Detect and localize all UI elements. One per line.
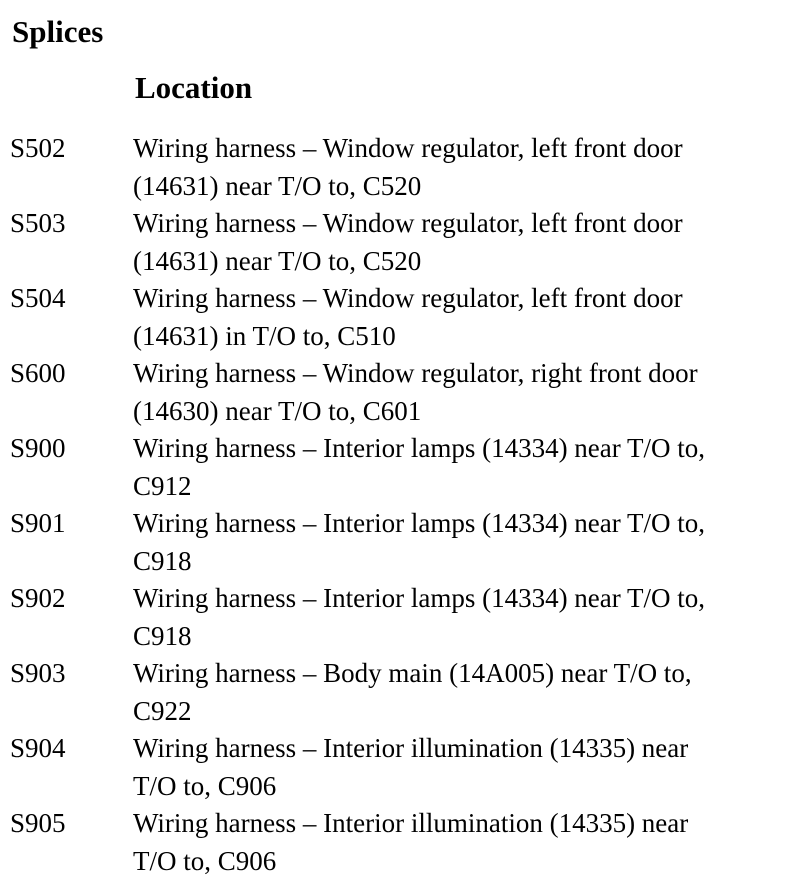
location-line-1: Wiring harness – Body main (14A005) near T/O to, [133, 658, 692, 688]
list-item [0, 130, 812, 205]
splice-code: S504 [10, 283, 66, 313]
location-line-1: Wiring harness – Interior lamps (14334) near T/O to, [133, 583, 706, 613]
splice-location [133, 130, 777, 205]
location-line-2: C912 [133, 470, 192, 501]
location-line-1: Wiring harness – Window regulator, left front door [133, 283, 683, 313]
location-line-1: Wiring harness – Interior illumination (14335) near [133, 808, 689, 838]
list-item [0, 505, 812, 580]
splice-code: S903 [10, 658, 66, 688]
splice-location [133, 580, 777, 655]
location-line-1: Wiring harness – Interior illumination (14335) near [133, 733, 689, 763]
splice-location [133, 430, 777, 505]
location-line-2: C918 [133, 545, 192, 576]
list-item [0, 730, 812, 805]
location-line-1: Wiring harness – Window regulator, left front door [133, 133, 683, 163]
list-item [0, 580, 812, 655]
location-line-2: T/O to, C906 [133, 770, 277, 801]
location-line-2: C918 [133, 620, 192, 651]
list-item [0, 355, 812, 430]
location-line-1: Wiring harness – Window regulator, right front door [133, 358, 698, 388]
list-item [0, 655, 812, 730]
splice-code: S900 [10, 433, 66, 463]
splice-location [133, 280, 777, 355]
list-item [0, 430, 812, 505]
list-item [0, 805, 812, 880]
splice-location [133, 655, 777, 730]
splice-location [133, 730, 777, 805]
list-item [0, 280, 812, 355]
splice-code: S904 [10, 733, 66, 763]
splice-code: S901 [10, 508, 66, 538]
location-line-2: C922 [133, 695, 192, 726]
location-line-1: Wiring harness – Interior lamps (14334) near T/O to, [133, 433, 706, 463]
location-line-2: T/O to, C906 [133, 845, 277, 876]
splice-location [133, 205, 777, 280]
location-column-header: Location [135, 70, 253, 105]
location-line-1: Wiring harness – Window regulator, left front door [133, 208, 683, 238]
splice-list [0, 130, 812, 880]
location-line-2: (14631) near T/O to, C520 [133, 245, 422, 276]
splice-code: S502 [10, 133, 66, 163]
location-line-1: Wiring harness – Interior lamps (14334) near T/O to, [133, 508, 706, 538]
splice-location [133, 355, 777, 430]
location-line-2: (14630) near T/O to, C601 [133, 395, 422, 426]
list-item [0, 205, 812, 280]
splice-location [133, 805, 777, 880]
splice-code: S902 [10, 583, 66, 613]
splice-code: S600 [10, 358, 66, 388]
location-line-2: (14631) in T/O to, C510 [133, 320, 396, 351]
splice-code: S503 [10, 208, 66, 238]
location-line-2: (14631) near T/O to, C520 [133, 170, 422, 201]
splice-code: S905 [10, 808, 66, 838]
splice-location [133, 505, 777, 580]
page-title: Splices [12, 14, 104, 49]
